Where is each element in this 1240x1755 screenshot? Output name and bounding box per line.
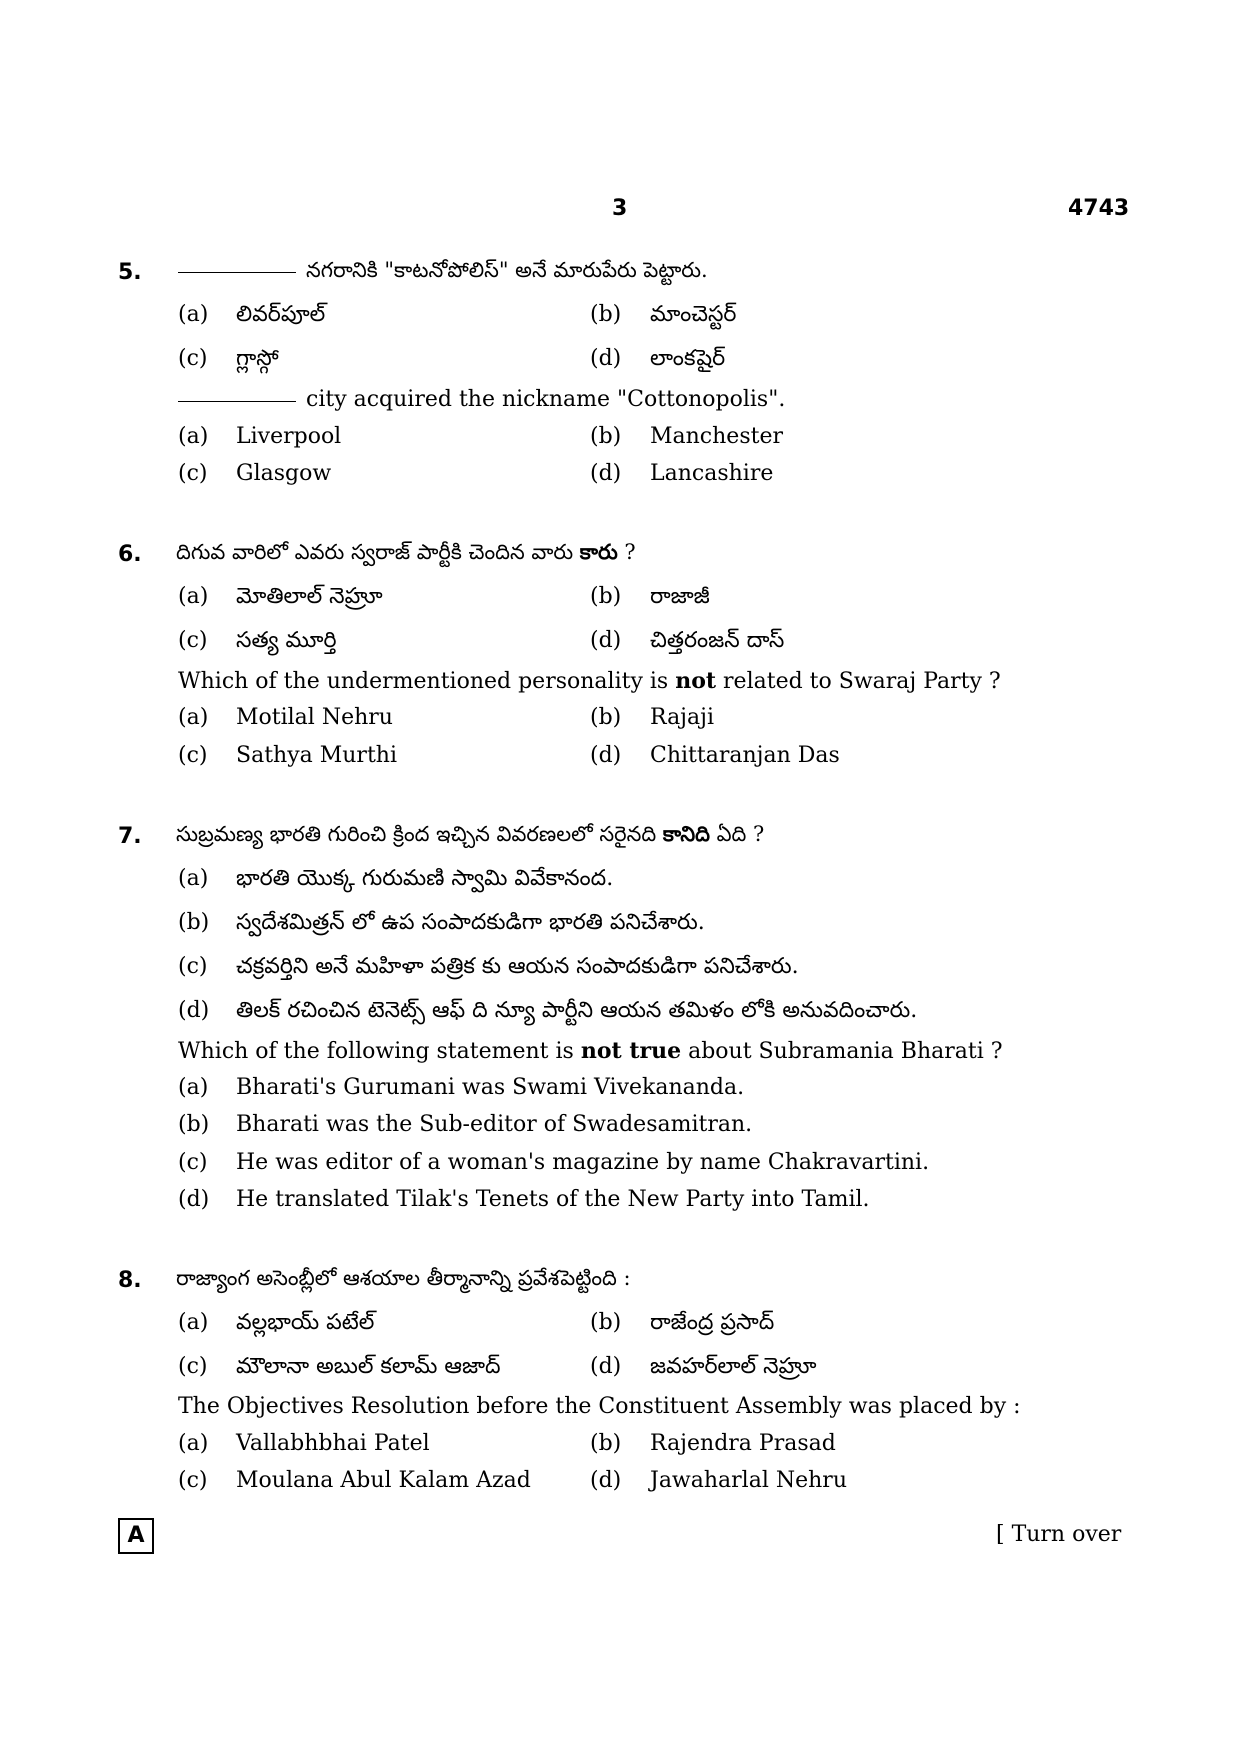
option-b-english: Rajendra Prasad (650, 1431, 836, 1456)
option-d-english: Jawaharlal Nehru (650, 1468, 847, 1493)
option-c-telugu: సత్య మూర్తి (236, 628, 337, 653)
option-c-english: Moulana Abul Kalam Azad (236, 1468, 531, 1493)
question-stem-telugu: నగరానికి "కాటనోపోలిస్" అనే మారుపేరు పెట్టారు. (178, 256, 708, 284)
option-label-d: (d) (590, 743, 622, 768)
question-stem-english: Which of the following statement is not true about Subramania Bharati ? (178, 1038, 1003, 1064)
option-c-telugu: చక్రవర్తిని అనే మహిళా పత్రిక కు ఆయన సంపాదకుడిగా పనిచేశారు. (236, 954, 799, 979)
option-b-english: Bharati was the Sub-editor of Swadesamitran. (236, 1112, 753, 1137)
option-label-a: (a) (178, 302, 209, 327)
option-c-english: Glasgow (236, 461, 332, 486)
option-c-english: Sathya Murthi (236, 743, 397, 768)
question-stem-english: Which of the undermentioned personality is not related to Swaraj Party ? (178, 668, 1001, 694)
option-a-english: Bharati's Gurumani was Swami Vivekananda. (236, 1075, 745, 1100)
option-d-telugu: లాంకషైర్ (650, 346, 726, 371)
option-label-c: (c) (178, 1354, 208, 1379)
option-label-d: (d) (590, 628, 622, 653)
page-number: 3 (612, 196, 628, 221)
option-label-b: (b) (178, 910, 210, 935)
option-label-d: (d) (590, 346, 622, 371)
option-label-b: (b) (590, 1310, 622, 1335)
option-label-d: (d) (178, 1187, 210, 1212)
option-label-b: (b) (590, 424, 622, 449)
option-label-c: (c) (178, 954, 208, 979)
option-b-english: Manchester (650, 424, 783, 449)
option-a-telugu: వల్లభాయ్ పటేల్ (236, 1310, 375, 1335)
question-stem-telugu: రాజ్యాంగ అసెంబ్లీలో ఆశయాల తీర్మానాన్ని ప్రవేశపెట్టింది : (176, 1266, 631, 1290)
option-b-telugu: రాజాజీ (650, 584, 710, 609)
question-number: 6. (118, 542, 142, 567)
question-number: 5. (118, 260, 142, 285)
option-a-telugu: మోతిలాల్ నెహ్రూ (236, 584, 383, 609)
fill-blank (178, 401, 296, 402)
option-c-telugu: మౌలానా అబుల్ కలామ్ ఆజాద్ (236, 1354, 501, 1379)
option-label-b: (b) (178, 1112, 210, 1137)
option-d-telugu: జవహర్‌లాల్ నెహ్రూ (650, 1354, 817, 1379)
option-label-a: (a) (178, 584, 209, 609)
option-a-english: Motilal Nehru (236, 705, 393, 730)
option-label-a: (a) (178, 424, 209, 449)
option-label-c: (c) (178, 628, 208, 653)
option-label-a: (a) (178, 866, 209, 891)
option-label-d: (d) (590, 461, 622, 486)
question-number: 8. (118, 1268, 142, 1293)
option-label-b: (b) (590, 584, 622, 609)
option-label-b: (b) (590, 705, 622, 730)
option-label-a: (a) (178, 1075, 209, 1100)
option-label-c: (c) (178, 461, 208, 486)
question-stem-telugu: సుబ్రమణ్య భారతి గురించి క్రింద ఇచ్చిన వివరణలలో సరైనది కానిది ఏది ? (176, 821, 765, 846)
option-label-c: (c) (178, 743, 208, 768)
option-label-d: (d) (590, 1354, 622, 1379)
option-b-telugu: రాజేంద్ర ప్రసాద్ (650, 1310, 775, 1335)
option-label-a: (a) (178, 1310, 209, 1335)
option-b-english: Rajaji (650, 705, 714, 730)
option-b-telugu: స్వదేశమిత్రన్ లో ఉప సంపాదకుడిగా భారతి పనిచేశారు. (236, 910, 705, 935)
option-label-a: (a) (178, 1431, 209, 1456)
option-d-english: Chittaranjan Das (650, 743, 840, 768)
option-d-telugu: తిలక్ రచించిన టెనెట్స్ ఆఫ్ ది న్యూ పార్టీని ఆయన తమిళం లోకి అనువదించారు. (236, 998, 918, 1023)
option-d-english: Lancashire (650, 461, 774, 486)
option-a-telugu: లివర్‌పూల్ (236, 302, 326, 327)
option-label-d: (d) (590, 1468, 622, 1493)
option-d-english: He translated Tilak's Tenets of the New Party into Tamil. (236, 1187, 870, 1212)
question-stem-telugu: దిగువ వారిలో ఎవరు స్వరాజ్ పార్టీకి చెందిన వారు కారు ? (176, 539, 636, 564)
fill-blank (178, 272, 296, 273)
option-label-b: (b) (590, 302, 622, 327)
option-label-c: (c) (178, 1468, 208, 1493)
series-code-box: A (118, 1518, 154, 1554)
turn-over-note: [ Turn over (996, 1522, 1122, 1547)
option-label-d: (d) (178, 998, 210, 1023)
option-label-c: (c) (178, 346, 208, 371)
option-b-telugu: మాంచెస్టర్ (650, 302, 737, 327)
option-a-telugu: భారతి యొక్క గురుమణి స్వామి వివేకానంద. (236, 866, 614, 891)
question-number: 7. (118, 824, 142, 849)
question-stem-english: city acquired the nickname "Cottonopolis". (178, 386, 785, 414)
option-label-b: (b) (590, 1431, 622, 1456)
option-d-telugu: చిత్తరంజన్ దాస్ (650, 628, 785, 653)
option-label-c: (c) (178, 1150, 208, 1175)
option-label-a: (a) (178, 705, 209, 730)
option-a-english: Liverpool (236, 424, 342, 449)
option-c-telugu: గ్లాస్గో (236, 346, 279, 371)
paper-code: 4743 (1068, 196, 1130, 221)
question-stem-english: The Objectives Resolution before the Constituent Assembly was placed by : (178, 1394, 1021, 1419)
option-a-english: Vallabhbhai Patel (236, 1431, 430, 1456)
option-c-english: He was editor of a woman's magazine by name Chakravartini. (236, 1150, 930, 1175)
